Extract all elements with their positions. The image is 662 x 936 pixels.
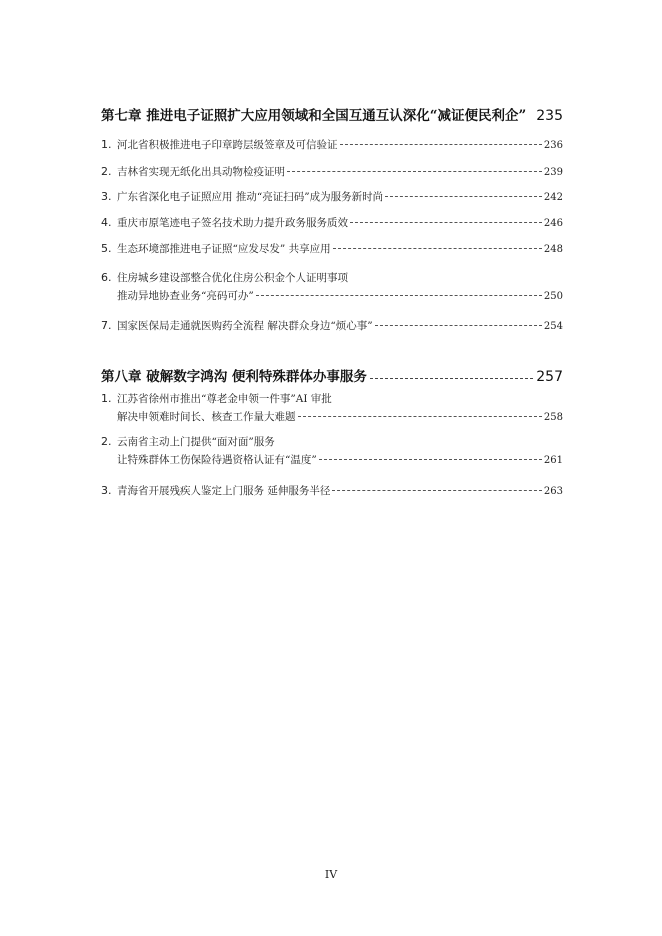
entry-page: 239 [543,167,563,178]
entry-page: 258 [543,412,563,423]
chapter-8-heading[interactable] [101,365,563,385]
dot-leader [332,489,542,491]
entry-title: 广东省深化电子证照应用 推动“亮证扫码”成为服务新时尚 [117,191,384,203]
dot-leader [370,377,533,379]
entry-title: 青海省开展残疾人鉴定上门服务 延伸服务半径 [117,485,331,497]
entry-number: 3. [101,484,112,497]
entry-title-line-2: 推动异地协查业务“亮码可办” [117,290,254,302]
chapter-7-page: 235 [536,108,563,124]
entry-number: 6. [101,271,112,284]
entry-page: 250 [543,291,563,302]
entry-number: 2. [101,165,112,178]
entry-page: 236 [543,140,563,151]
toc-entry-8-2[interactable] [101,433,563,470]
toc-entry-7-1[interactable] [101,136,563,155]
entry-title-line-1: 云南省主动上门提供“面对面”服务 [117,436,275,448]
dot-leader [333,247,542,249]
toc-entry-8-1[interactable] [101,390,563,427]
page-footer-number: IV [324,868,338,881]
toc-entry-7-7[interactable] [101,317,563,336]
chapter-7-title: 第七章 推进电子证照扩大应用领域和全国互通互认深化“减证便民利企” [101,108,527,124]
entry-title-line-1: 江苏省徐州市推出“尊老金申领一件事”AI 审批 [117,393,332,405]
entry-page: 248 [543,244,563,255]
entry-title-line-1: 住房城乡建设部整合优化住房公积金个人证明事项 [117,272,348,284]
entry-number: 4. [101,216,112,229]
toc-entry-8-3[interactable] [101,482,563,501]
entry-title: 吉林省实现无纸化出具动物检疫证明 [117,166,285,178]
entry-page: 246 [543,218,563,229]
chapter-8-page: 257 [536,369,563,385]
entry-number: 7. [101,319,112,332]
dot-leader [350,221,542,223]
dot-leader [340,143,542,145]
chapter-7-heading[interactable] [101,104,563,124]
dot-leader [375,324,542,326]
entry-title-line-2: 让特殊群体工伤保险待遇资格认证有“温度” [117,454,317,466]
entry-title-line-2: 解决申领难时间长、核查工作量大难题 [117,411,296,423]
entry-number: 3. [101,190,112,203]
dot-leader [319,458,542,460]
dot-leader [256,294,542,296]
entry-title: 河北省积极推进电子印章跨层级签章及可信验证 [117,139,338,151]
dot-leader [287,170,542,172]
entry-number: 1. [101,392,112,405]
entry-page: 263 [543,486,563,497]
toc-entry-7-3[interactable] [101,188,563,207]
dot-leader [385,195,542,197]
entry-page: 261 [543,455,563,466]
entry-number: 2. [101,435,112,448]
toc-entry-7-6[interactable] [101,269,563,306]
toc-entry-7-2[interactable] [101,163,563,182]
entry-title: 国家医保局走通就医购药全流程 解决群众身边“烦心事” [117,320,373,332]
entry-number: 1. [101,138,112,151]
entry-title: 重庆市原笔迹电子签名技术助力提升政务服务质效 [117,217,348,229]
chapter-8-title: 第八章 破解数字鸿沟 便利特殊群体办事服务 [101,369,367,385]
entry-page: 242 [543,192,563,203]
toc-entry-7-4[interactable] [101,214,563,233]
toc-entry-7-5[interactable] [101,240,563,259]
entry-title: 生态环境部推进电子证照“应发尽发” 共享应用 [117,243,331,255]
dot-leader [298,415,542,417]
entry-page: 254 [543,321,563,332]
entry-number: 5. [101,242,112,255]
